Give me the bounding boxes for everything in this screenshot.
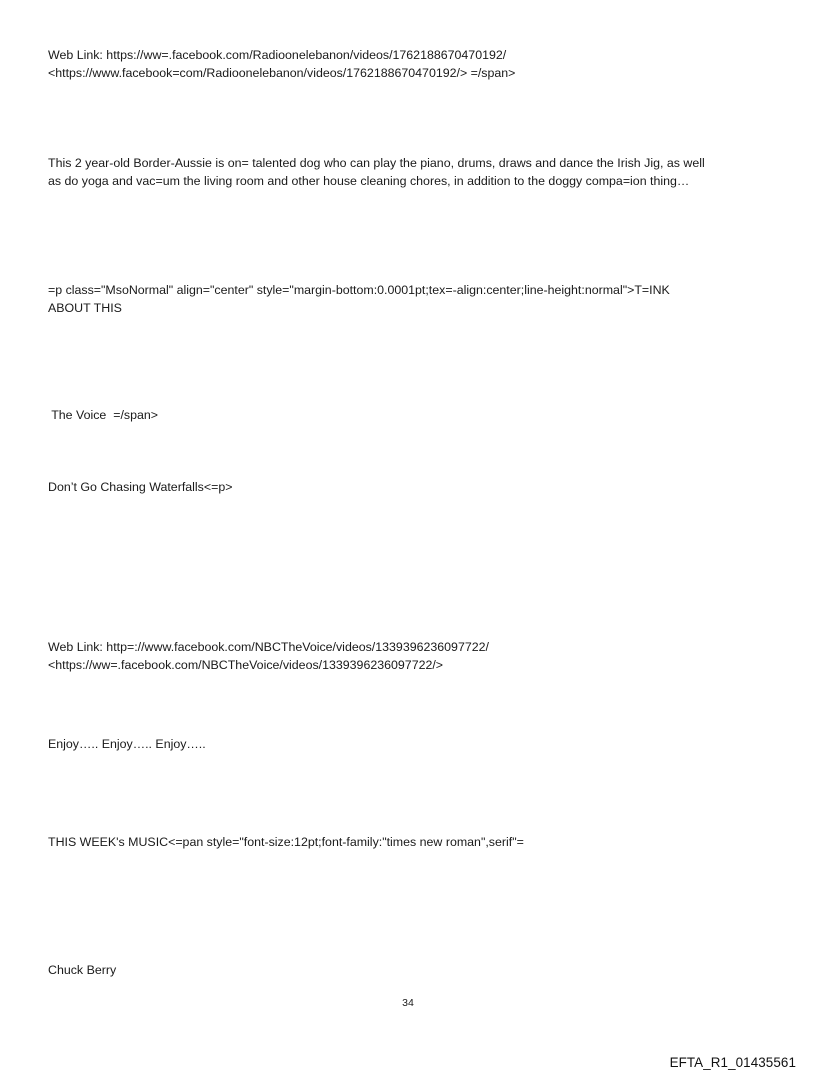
text-line: Web Link: http=://www.facebook.com/NBCTheVoice/videos/1339396236097722/ xyxy=(48,640,489,654)
paragraph-chuck-berry xyxy=(48,962,768,980)
text-line: Enjoy….. Enjoy….. Enjoy….. xyxy=(48,737,206,751)
page-number: 34 xyxy=(402,997,414,1009)
text-line: <https://www.facebook=com/Radioonelebanon/videos/1762188670470192/> =/span> xyxy=(48,65,516,80)
text-line: <https://ww=.facebook.com/NBCTheVoice/videos/1339396236097722/> xyxy=(48,657,444,672)
text-line: Web Link: https://ww=.facebook.com/Radioonelebanon/videos/1762188670470192/ xyxy=(48,48,507,62)
paragraph-this-weeks-music xyxy=(48,834,768,852)
text-line: as do yoga and vac=um the living room and other house cleaning chores, in addition to the doggy compa=ion thing… xyxy=(48,173,690,188)
paragraph-the-voice xyxy=(48,407,768,425)
paragraph-enjoy xyxy=(48,736,768,754)
text-line: ABOUT THIS xyxy=(48,300,122,315)
text-line: =p class="MsoNormal" align="center" style="margin-bottom:0.0001pt;tex=-align:center;line-height:normal">T=INK xyxy=(48,283,670,297)
text-line: Chuck Berry xyxy=(48,963,117,977)
text-line: The Voice =/span> xyxy=(48,408,158,422)
text-line: Don’t Go Chasing Waterfalls<=p> xyxy=(48,480,233,494)
paragraph-think-about-this xyxy=(48,282,768,317)
paragraph-weblink-radioone xyxy=(48,47,768,82)
document-id: EFTA_R1_01435561 xyxy=(669,1055,796,1070)
paragraph-song-title xyxy=(48,479,768,497)
text-line: This 2 year-old Border-Aussie is on= talented dog who can play the piano, drums, draws and dance the Irish Jig, as well xyxy=(48,156,705,170)
paragraph-dog-description xyxy=(48,155,768,190)
text-line: THIS WEEK's MUSIC<=pan style="font-size:12pt;font-family:"times new roman",serif"= xyxy=(48,835,524,849)
paragraph-weblink-voice xyxy=(48,639,768,674)
